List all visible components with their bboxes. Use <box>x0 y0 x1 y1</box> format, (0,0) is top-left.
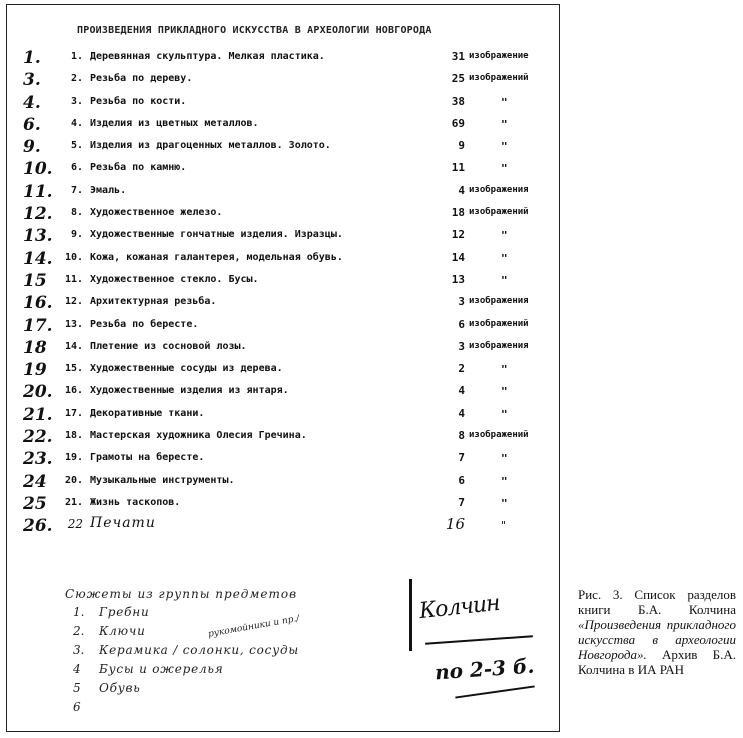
image-count: 7 <box>458 451 465 465</box>
handwritten-number: 24 <box>23 471 47 492</box>
section-number: 18. <box>64 430 83 442</box>
count-unit: " <box>501 452 508 466</box>
section-title: Деревянная скульптура. Мелкая пластика. <box>90 51 325 62</box>
list-item <box>7 114 561 136</box>
handwritten-number: 10. <box>23 159 53 180</box>
section-title: Жизнь таскопов. <box>90 496 181 508</box>
image-count: 6 <box>458 473 465 487</box>
image-count: 13 <box>451 272 465 286</box>
count-unit: изображения <box>469 184 529 195</box>
list-item <box>7 493 561 515</box>
signature-bar <box>409 579 412 651</box>
section-number: 10. <box>64 251 83 263</box>
image-count: 69 <box>451 116 465 130</box>
section-title: Резьба по бересте. <box>90 318 199 330</box>
section-title: Кожа, кожаная галантерея, модельная обувь. <box>90 251 343 263</box>
note-text: Бусы и ожерелья <box>99 662 224 676</box>
stamp-underline <box>455 685 534 698</box>
handwritten-number: 21. <box>23 404 53 425</box>
count-unit: " <box>501 117 508 131</box>
count-unit: " <box>501 407 508 421</box>
image-count: 14 <box>451 250 465 264</box>
image-count: 2 <box>458 362 465 376</box>
image-count: 12 <box>451 228 465 242</box>
section-number: 20. <box>64 474 83 486</box>
image-count: 6 <box>458 317 465 331</box>
handwritten-number: 18 <box>23 337 47 358</box>
note-item <box>65 643 395 662</box>
handwritten-number: 1. <box>23 48 41 68</box>
count-unit: " <box>501 385 508 399</box>
notes-heading: Сюжеты из группы предметов <box>65 587 298 601</box>
note-number: 1. <box>73 605 85 619</box>
note-text: Керамика / солонки, сосуды <box>99 643 299 657</box>
count-unit: изображение <box>469 51 529 61</box>
section-title: Резьба по кости. <box>90 95 187 107</box>
count-unit: изображения <box>469 296 529 307</box>
list-item <box>7 404 561 426</box>
section-title: Резьба по камню. <box>90 162 187 174</box>
section-number: 8. <box>70 207 83 219</box>
section-title: Печати <box>90 515 156 532</box>
section-title: Плетение из сосновой лозы. <box>90 340 247 352</box>
list-item <box>7 181 561 203</box>
section-number: 1. <box>70 51 83 62</box>
image-count: 4 <box>458 384 465 398</box>
handwritten-number: 15 <box>23 270 47 291</box>
list-item <box>7 515 561 537</box>
section-title: Художественное стекло. Бусы. <box>90 273 259 285</box>
note-number: 3. <box>73 643 85 657</box>
note-text: Гребни <box>99 605 150 619</box>
section-title: Изделия из цветных металлов. <box>90 117 259 129</box>
document-sheet <box>6 4 560 732</box>
note-number: 4 <box>73 662 81 676</box>
handwritten-number: 12. <box>23 204 53 225</box>
count-unit: изображений <box>469 318 529 329</box>
notes-list <box>65 605 395 719</box>
section-number: 12. <box>64 296 83 308</box>
section-title: Изделия из драгоценных металлов. Золото. <box>90 140 331 152</box>
image-count: 9 <box>458 139 465 153</box>
list-item <box>7 225 561 247</box>
count-unit: " <box>501 229 508 243</box>
section-number: 14. <box>64 340 83 352</box>
count-unit: " <box>501 273 508 287</box>
list-item <box>7 203 561 225</box>
image-count: 11 <box>451 161 465 175</box>
list-item <box>7 158 561 180</box>
list-item <box>7 337 561 359</box>
section-number: 9. <box>70 229 83 241</box>
image-count: 18 <box>451 206 465 220</box>
image-count: 25 <box>451 72 465 86</box>
figure-caption <box>578 588 736 678</box>
handwritten-number: 11. <box>23 181 53 202</box>
list-item <box>7 471 561 493</box>
handwritten-number: 14. <box>23 248 53 269</box>
count-unit: изображений <box>469 430 529 441</box>
section-number: 7. <box>70 184 83 196</box>
list-item <box>7 448 561 470</box>
note-item <box>65 700 395 719</box>
handwritten-number: 6. <box>23 114 41 135</box>
count-unit: " <box>501 519 507 533</box>
section-title: Декоративные ткани. <box>90 407 205 419</box>
note-text: Ключи <box>99 624 146 638</box>
handwritten-number: 23. <box>23 449 53 470</box>
section-number: 19. <box>64 452 83 464</box>
note-item <box>65 662 395 681</box>
section-number: 4. <box>70 117 83 129</box>
handwritten-number: 26. <box>23 516 53 537</box>
list-item <box>7 426 561 448</box>
section-title: Эмаль. <box>90 184 127 196</box>
list-item <box>7 92 561 114</box>
count-unit: " <box>501 162 508 176</box>
list-item <box>7 381 561 403</box>
handwritten-number: 25 <box>23 493 47 514</box>
handwritten-number: 17. <box>23 315 53 336</box>
document-title: ПРОИЗВЕДЕНИЯ ПРИКЛАДНОГО ИСКУССТВА В АРХЕОЛОГИИ НОВГОРОДА <box>77 25 432 36</box>
section-number: 2. <box>70 73 83 85</box>
count-unit: " <box>501 95 508 109</box>
list-item <box>7 270 561 292</box>
list-item <box>7 315 561 337</box>
handwritten-number: 16. <box>23 293 53 314</box>
count-unit: " <box>501 363 508 377</box>
section-title: Музыкальные инструменты. <box>90 474 235 486</box>
image-count: 4 <box>458 183 465 197</box>
signature-area <box>405 579 555 709</box>
note-number: 5 <box>73 681 81 695</box>
count-unit: " <box>501 140 508 154</box>
handwritten-number: 19 <box>23 360 47 381</box>
signature-underline <box>425 635 533 645</box>
section-number: 21. <box>64 496 83 508</box>
count-unit: изображений <box>469 73 529 84</box>
caption-prefix: Рис. 3. Список разделов книги Б.А. Колчина <box>578 587 736 617</box>
note-item <box>65 681 395 700</box>
handwritten-number: 22. <box>23 427 53 448</box>
section-number: 17. <box>64 407 83 419</box>
section-title: Мастерская художника Олесия Гречина. <box>90 430 307 442</box>
stamp-number: no 2-3 б. <box>434 653 536 685</box>
image-count: 4 <box>458 406 465 420</box>
count-unit: " <box>501 496 508 510</box>
note-number: 6 <box>73 700 81 714</box>
section-number: 22 <box>67 517 83 532</box>
handwritten-number: 4. <box>23 92 41 113</box>
section-number: 6. <box>70 162 83 174</box>
section-title: Художественные гончатные изделия. Изразцы. <box>90 229 343 241</box>
list-item <box>7 359 561 381</box>
handwritten-number: 20. <box>23 382 53 403</box>
section-number: 11. <box>64 273 83 285</box>
section-number: 15. <box>64 363 83 375</box>
section-number: 5. <box>70 140 83 152</box>
sections-list <box>7 47 561 538</box>
count-unit: " <box>501 251 508 265</box>
notes-subnote: рукомойники и пр./ <box>207 613 301 640</box>
image-count: 16 <box>445 515 465 534</box>
handwritten-number: 3. <box>23 70 41 91</box>
image-count: 3 <box>458 339 465 353</box>
signature: Колчин <box>417 590 501 625</box>
count-unit: изображения <box>469 340 529 351</box>
note-text: Обувь <box>99 681 141 695</box>
section-title: Художественное железо. <box>90 207 223 219</box>
section-title: Грамоты на бересте. <box>90 452 205 464</box>
image-count: 38 <box>451 94 465 108</box>
section-title: Архитектурная резьба. <box>90 296 217 308</box>
image-count: 3 <box>458 295 465 309</box>
section-title: Художественные сосуды из дерева. <box>90 363 283 375</box>
caption-book-title: «Произведения прикладного искусства в археологии Новгорода». <box>578 616 736 662</box>
section-title: Резьба по дереву. <box>90 73 193 85</box>
list-item <box>7 136 561 158</box>
count-unit: изображений <box>469 207 529 218</box>
section-title: Художественные изделия из янтаря. <box>90 385 289 397</box>
list-item <box>7 47 561 69</box>
image-count: 8 <box>458 429 465 443</box>
count-unit: " <box>501 474 508 488</box>
image-count: 31 <box>451 50 465 63</box>
handwritten-number: 13. <box>23 226 53 247</box>
note-number: 2. <box>73 624 85 638</box>
image-count: 7 <box>458 495 465 509</box>
section-number: 13. <box>64 318 83 330</box>
list-item <box>7 248 561 270</box>
handwritten-number: 9. <box>23 137 41 158</box>
list-item <box>7 69 561 91</box>
section-number: 3. <box>70 95 83 107</box>
section-number: 16. <box>64 385 83 397</box>
list-item <box>7 292 561 314</box>
caption-suffix: Архив Б.А. Колчина в ИА РАН <box>578 646 736 677</box>
